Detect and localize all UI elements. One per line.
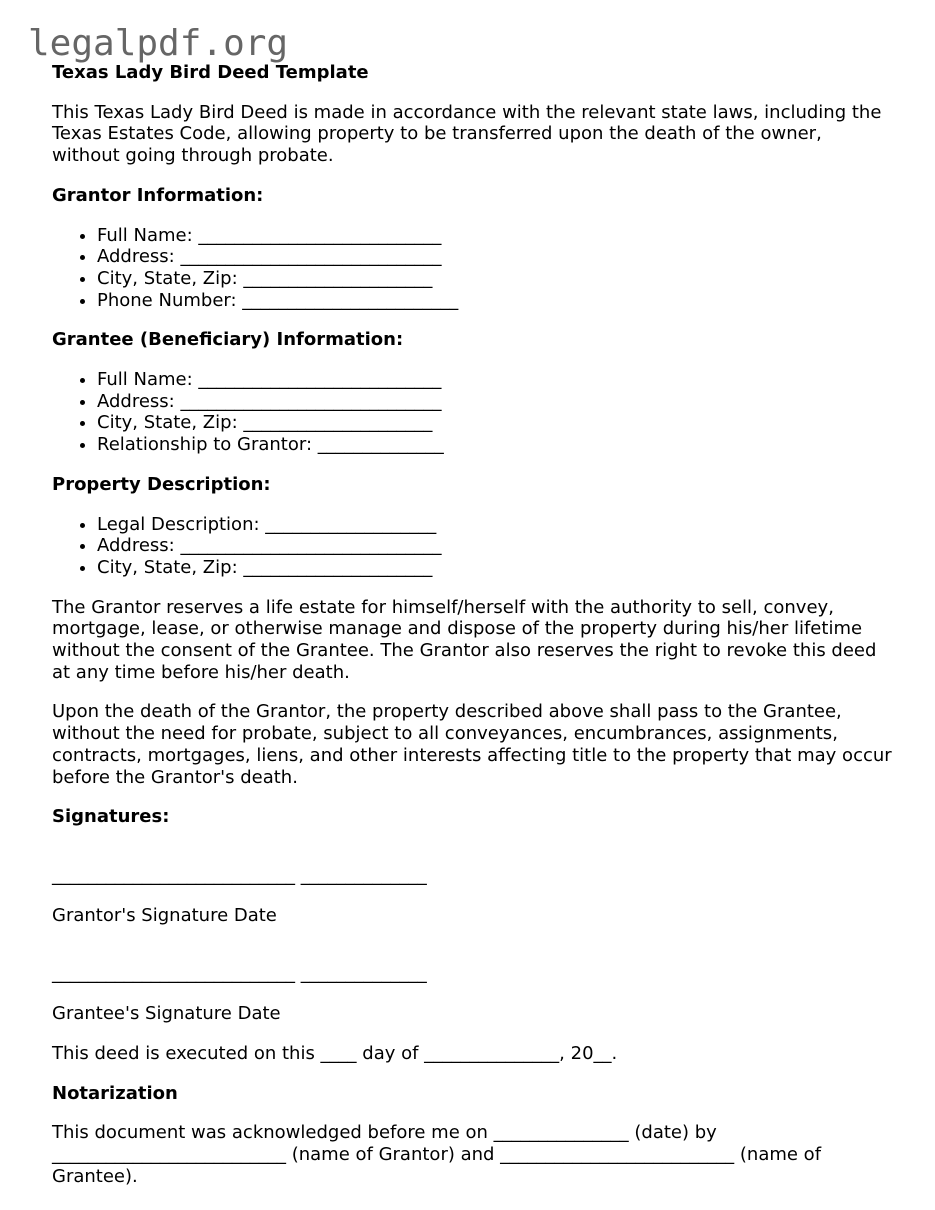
property-heading: Property Description:: [52, 473, 271, 495]
transfer-paragraph: Upon the death of the Grantor, the property described above shall pass to the Grantee, without the need for probate, subject to all conveyances, encumbrances, assignments, contracts, mortgages, liens, and other interests affecting title to the property that may occur before the Grantor's death.: [52, 701, 892, 788]
grantor-phone-item: • Phone Number: ________________________: [97, 290, 892, 312]
grantor-signature-line: ___________________________ ______________: [52, 864, 427, 886]
property-legal-description-item: • Legal Description: ___________________: [97, 514, 892, 536]
grantor-address-item: • Address: _____________________________: [97, 246, 892, 268]
grantor-list: [52, 225, 892, 312]
property-list: [52, 514, 892, 579]
grantee-relationship-item: • Relationship to Grantor: ______________: [97, 434, 892, 456]
watermark-logo: legalpdf.org: [28, 23, 289, 64]
grantee-signature-label: Grantee's Signature Date: [52, 1003, 281, 1025]
spacer: [52, 846, 892, 865]
property-address-item: • Address: _____________________________: [97, 535, 892, 557]
notarization-paragraph: This document was acknowledged before me on _______________ (date) by __________________________ (name of Grantor) and __________________________ (name of Grantee).: [52, 1122, 822, 1187]
intro-paragraph: This Texas Lady Bird Deed is made in accordance with the relevant state laws, including the Texas Estates Code, allowing property to be transferred upon the death of the owner, without going through probate.: [52, 101, 882, 167]
grantee-full-name-item: • Full Name: ___________________________: [97, 369, 892, 391]
property-city-state-zip-item: • City, State, Zip: _____________________: [97, 557, 892, 579]
grantor-signature-label: Grantor's Signature Date: [52, 904, 277, 926]
document-page: [52, 62, 892, 1205]
grantor-full-name-item: • Full Name: ___________________________: [97, 225, 892, 247]
life-estate-paragraph: The Grantor reserves a life estate for himself/herself with the authority to sell, convey, mortgage, lease, or otherwise manage and dispose of the property during his/her lifetime without the consent of the Grantee. The Grantor also reserves the right to revoke this deed at any time before his/her death.: [52, 596, 877, 683]
notarization-heading: Notarization: [52, 1082, 178, 1104]
grantee-city-state-zip-item: • City, State, Zip: _____________________: [97, 412, 892, 434]
signatures-heading: Signatures:: [52, 806, 170, 828]
grantee-signature-line: ___________________________ ______________: [52, 963, 427, 985]
grantee-heading: Grantee (Beneficiary) Information:: [52, 329, 404, 351]
document-title: Texas Lady Bird Deed Template: [52, 62, 369, 83]
grantor-heading: Grantor Information:: [52, 184, 264, 206]
execution-statement: This deed is executed on this ____ day of _______________, 20__.: [52, 1042, 618, 1064]
grantor-city-state-zip-item: • City, State, Zip: _____________________: [97, 268, 892, 290]
spacer: [52, 944, 892, 963]
grantee-list: [52, 369, 892, 456]
grantee-address-item: • Address: _____________________________: [97, 391, 892, 413]
